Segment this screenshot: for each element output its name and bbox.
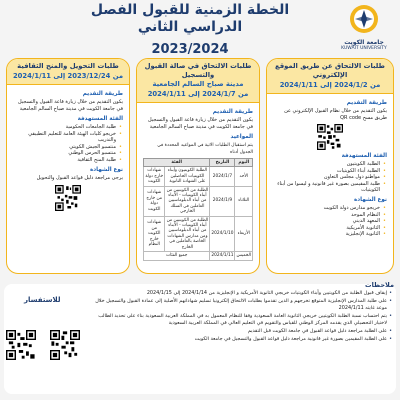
table-header: الفئة	[144, 159, 210, 167]
cell-category: الطلبة من الكويتيين من أبناء الكويتيات - الأبناء من أبناء الدبلوماسيين ومن مدارس الشهادات الخاصة بالعاملين في الخارج	[166, 217, 209, 250]
note-item: • يتم احتساب نسبة الطلبة الكويتيين خريجي الثانوية العامة السعودية وفقا للنظام المعمول به في المملكة العربية السعودية بناء على تحديد الطالب لاختيار التحصيلي الذي يقدمه المركز الوطني للقياس والتقويم في التعليم العالي في المملكة العربية السعودية	[92, 313, 392, 327]
cell-cert: شهادات خارج دولة الكويت	[145, 168, 164, 185]
cert-text: يرجى مراجعة دليل قواعد القبول والتحويل	[36, 174, 123, 181]
list-item: • مواطنو دول مجلس التعاون	[273, 174, 380, 181]
schedule-table	[143, 158, 253, 261]
cell-cert: شهادات من الكويت خارج النظام	[144, 216, 165, 251]
cell-date: 2024/1/11	[211, 253, 234, 259]
qr-code-icon[interactable]	[55, 185, 81, 211]
cell-category: الطلبة الكويتيون وأبناء الكويتيات الحاصلين على الشهادة الثانوية	[165, 167, 210, 186]
cell-date: 2024/1/7	[210, 167, 235, 186]
cell-date: 2024/1/9	[210, 186, 235, 216]
list-item: • خريجو مدارس دولة الكويت	[273, 205, 380, 212]
method-text: يكون التقديم من خلال زيارة قاعة القبول والتسجيل في جامعة الكويت في مدينة صباح السالم الجامعية	[148, 117, 253, 130]
cell-category: الطلبة من الكويتيين من أبناء الكويتيات - الأبناء من أبناء الدبلوماسيين العاملين في السلك الخارجي	[166, 187, 209, 215]
cert-heading: نوع الشهادة	[353, 196, 387, 203]
note-item: • على الطلبة المقيمين بصورة غير قانونية مراجعة دليل قواعد القبول والتسجيل في جامعة الكويت	[92, 336, 392, 343]
schedule-heading: المواعيد	[230, 134, 253, 140]
cell-day: الأربعاء	[235, 216, 253, 251]
qr-code-icon[interactable]	[50, 330, 80, 360]
schedule-note: يتم استقبال الطلبات الاتية في المواعيد المحددة في الجدول أدناه	[157, 143, 253, 155]
panel-subtitle: مدينة صباح السالم الجامعية	[152, 80, 244, 88]
cell-category: جميع الفئات	[144, 252, 210, 260]
table-header: اليوم	[235, 159, 253, 167]
cell-day: الأحد	[235, 167, 253, 186]
panel-header	[137, 59, 259, 103]
panel-date: من 2024/1/7 إلى 2024/1/11	[147, 90, 249, 98]
panel-title: طلبات الالتحاق عن طريق الموقع الإلكتروني	[275, 62, 385, 79]
method-text: يكون التقديم من خلال نظام القبول الإلكتروني عن طريق مسح QR code	[284, 108, 387, 121]
list-item: • منتسبو الجيش الكويتي	[13, 144, 116, 151]
logo-emblem-icon	[344, 3, 384, 35]
cell-day: الثلاثاء	[235, 186, 253, 216]
categories-heading: الفئة المستهدفة	[77, 116, 123, 122]
list-item: • طلبة المنح الثقافية	[13, 157, 116, 164]
cell-cert: شهادات من خارج دولة الكويت	[144, 186, 165, 216]
method-heading: طريقة التقديم	[212, 109, 253, 115]
method-text: يكون التقديم من خلال زيارة قاعة القبول والتسجيل في جامعة الكويت في مدينة صباح السالم الجامعية	[18, 99, 123, 112]
list-item: • طلبة الجامعات الحكومية	[13, 124, 116, 131]
table-header: التاريخ	[210, 159, 235, 167]
online-applications-panel	[266, 58, 394, 274]
panel-date: من 2023/12/24 إلى 2024/1/11	[12, 72, 124, 80]
panel-header	[7, 59, 129, 85]
list-item: • الثانوية الإنجليزية	[273, 231, 380, 238]
panel-header	[267, 59, 393, 94]
table-row	[144, 216, 253, 251]
note-item: • على طلبة المدارس الإنجليزية المتوقع تخرجهم و الذين تقدموا بطلبات الالتحاق إلكترونيا تسليم شهاداتهم الأصلية إلى عمادة القبول والتسجيل خلال موعد غايته 2024/1/11	[92, 298, 392, 312]
page-title: الخطة الزمنية للقبول الفصل الدراسي الثاني	[90, 2, 290, 35]
method-heading: طريقة التقديم	[82, 91, 123, 97]
list-item: • الطلبة أبناء الكويتيات	[273, 168, 380, 175]
certs-list	[273, 205, 387, 238]
table-row	[144, 167, 253, 186]
list-item: • منتسبو الحرس الوطني	[13, 150, 116, 157]
categories-list	[13, 124, 123, 164]
cert-heading: نوع الشهادة	[89, 166, 123, 173]
logo-text-en: KUWAIT UNIVERSITY	[341, 46, 387, 51]
academic-year: 2023/2024	[151, 42, 229, 57]
qr-code-icon[interactable]	[6, 330, 36, 360]
panel-title: طلبات التحويل والمنح الثقافية	[17, 62, 119, 70]
university-logo	[334, 3, 394, 53]
qr-code-icon[interactable]	[317, 124, 343, 150]
transfers-scholarships-panel	[6, 58, 130, 274]
note-item: • إيقاف قبول الطلبة من الكويتيين وأبناء الكويتيات خريجي الثانوية الأمريكية و الإنجليزية من 2024/1/14 إلى 2024/1/15	[92, 290, 392, 297]
table-row	[144, 186, 253, 216]
panel-title: طلبات الالتحاق في صالة القبول والتسجيل	[144, 62, 252, 79]
list-item: • الثانوية الأمريكية	[273, 225, 380, 232]
cell-day: الخميس	[236, 253, 251, 259]
panel-date: من 2024/1/2 إلى 2024/1/11	[279, 81, 381, 89]
notes-list	[92, 290, 392, 344]
list-item: • المعهد الديني	[273, 218, 380, 225]
inquire-title: للاستفسار	[24, 296, 61, 304]
list-item: • خريجو كليات الهيئة العامة للتعليم التطبيقي والتدريب	[13, 131, 116, 144]
list-item: • الطلبة الكويتيون	[273, 161, 380, 168]
inquire-qr-codes	[6, 330, 86, 360]
in-person-applications-panel	[136, 58, 260, 274]
logo-text-ar: جامعة الكويت	[344, 39, 384, 46]
categories-list	[273, 161, 387, 194]
note-item: • على الطلبة مراجعة دليل قواعد القبول في جامعة الكويت قبل التقديم	[92, 328, 392, 335]
table-row	[144, 252, 253, 260]
categories-heading: الفئة المستهدفة	[341, 153, 387, 159]
cell-date: 2024/1/10	[210, 216, 235, 251]
notes-title: ملاحظات	[365, 281, 394, 289]
list-item: • النظام الموحد	[273, 212, 380, 219]
method-heading: طريقة التقديم	[346, 100, 387, 106]
list-item: • طلبة المقيمين بصورة غير قانونية و ليسوا من أبناء الكويتيات	[273, 181, 380, 194]
